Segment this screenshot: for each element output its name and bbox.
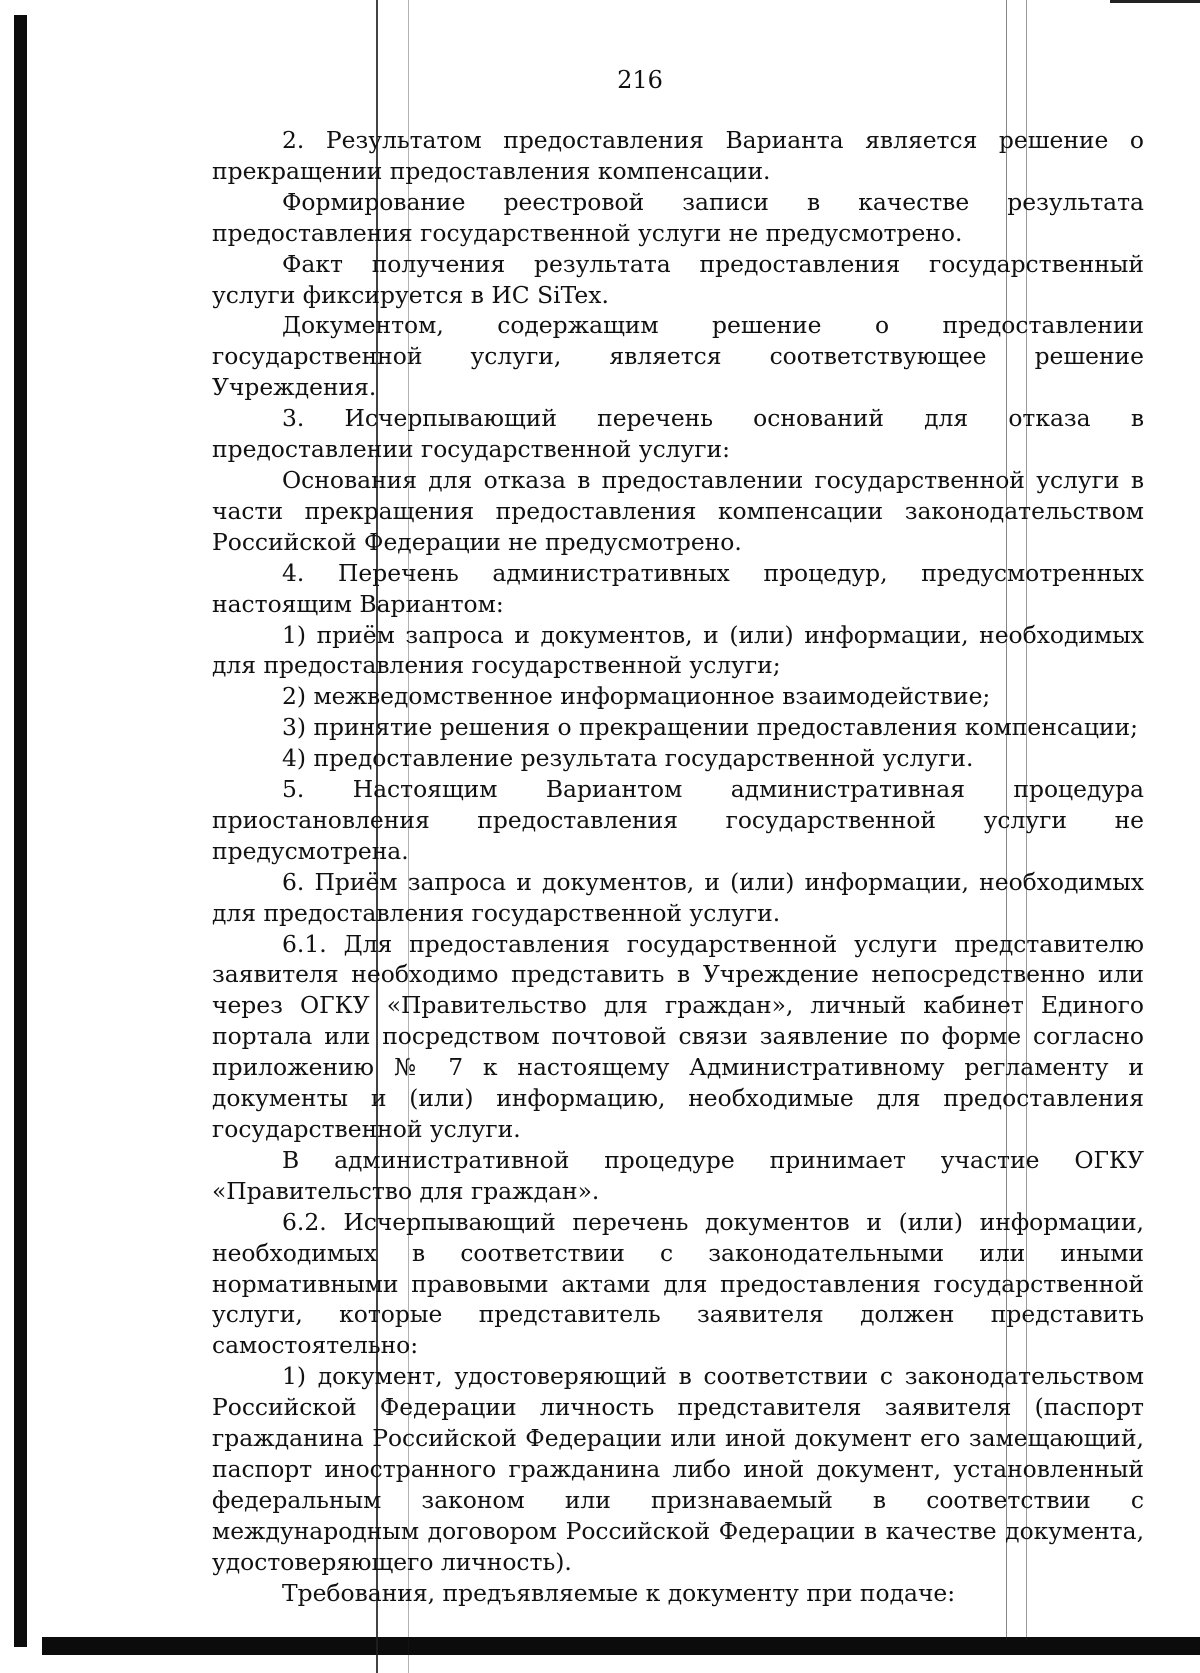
- paragraph: Требования, предъявляемые к документу при подаче:: [282, 1578, 956, 1607]
- list-item: 1) документ, удостоверяющий в соответствии с законодательством Российской Федерации личность представителя заявителя (паспорт гражданина Российской Федерации или иной документ его замещающий, паспорт иностранного гражданина либо иной документ, установленный федеральным законом или признаваемый в соответствии с международным договором Российской Федерации в качестве документа, удостоверяющего личность).: [212, 1362, 1144, 1576]
- list-item: 4) предоставление результата государственной услуги.: [282, 744, 974, 773]
- paragraph: 4. Перечень административных процедур, предусмотренных настоящим Вариантом:: [212, 558, 1144, 618]
- scan-border-top: [1110, 0, 1200, 3]
- list-item: 1) приём запроса и документов, и (или) информации, необходимых для предоставления государственной услуги;: [212, 620, 1144, 680]
- paragraph: 6.1. Для предоставления государственной услуги представителю заявителя необходимо представить в Учреждение непосредственно или через ОГКУ «Правительство для граждан», личный кабинет Единого портала или посредством почтовой связи заявление по форме согласно приложению № 7 к настоящему Административному регламенту и документы и (или) информацию, необходимые для предоставления государственной услуги.: [212, 929, 1144, 1143]
- list-item: 3) принятие решения о прекращении предоставления компенсации;: [282, 713, 1138, 742]
- list-item: 2) межведомственное информационное взаимодействие;: [282, 682, 991, 711]
- document-body: [212, 125, 1144, 1609]
- paragraph: 6. Приём запроса и документов, и (или) информации, необходимых для предоставления государственной услуги.: [212, 867, 1144, 927]
- paragraph: 5. Настоящим Вариантом административная процедура приостановления предоставления государственной услуги не предусмотрена.: [212, 775, 1144, 865]
- paragraph: Факт получения результата предоставления государственный услуги фиксируется в ИС SiTex.: [212, 249, 1144, 309]
- paragraph: 2. Результатом предоставления Варианта является решение о прекращении предоставления компенсации.: [212, 126, 1144, 185]
- paragraph: 3. Исчерпывающий перечень оснований для отказа в предоставлении государственной услуги:: [212, 404, 1144, 464]
- paragraph: Основания для отказа в предоставлении государственной услуги в части прекращения предоставления компенсации законодательством Российской Федерации не предусмотрено.: [212, 465, 1144, 556]
- paragraph: Документом, содержащим решение о предоставлении государственной услуги, является соответствующее решение Учреждения.: [212, 311, 1144, 402]
- paragraph: 6.2. Исчерпывающий перечень документов и (или) информации, необходимых в соответствии с законодательными или иными нормативными правовыми актами для предоставления государственной услуги, которые представитель заявителя должен представить самостоятельно:: [212, 1207, 1144, 1360]
- paragraph: В административной процедуре принимает участие ОГКУ «Правительство для граждан».: [212, 1145, 1144, 1205]
- page-number: 216: [617, 66, 663, 94]
- paragraph: Формирование реестровой записи в качестве результата предоставления государственной услуги не предусмотрено.: [212, 187, 1144, 247]
- scan-border-left: [14, 15, 27, 1647]
